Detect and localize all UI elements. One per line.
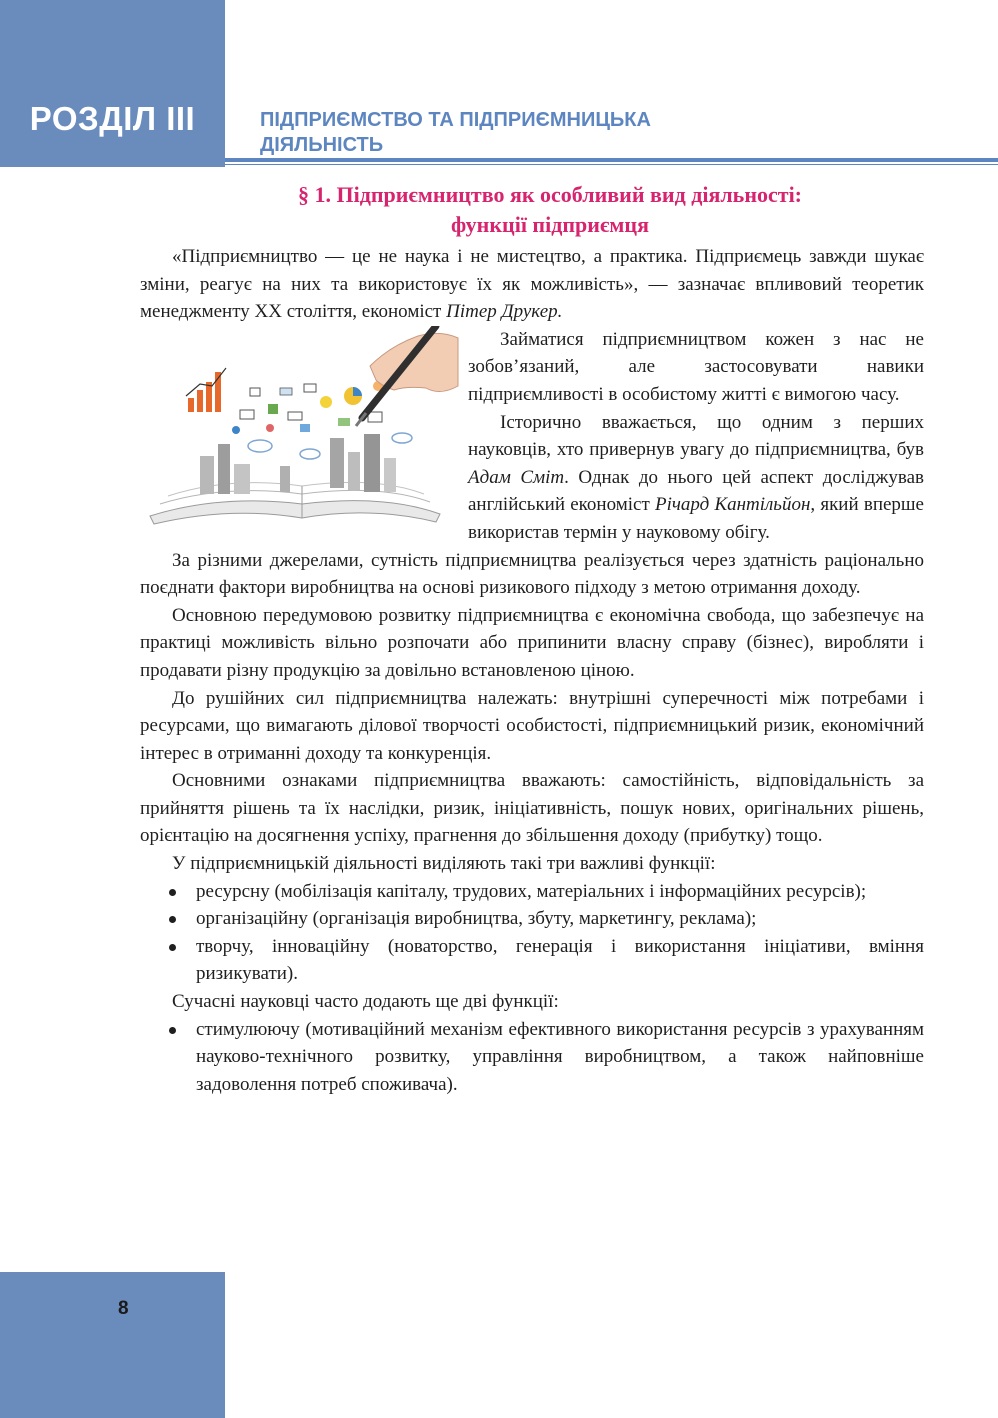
author-name: Пітер Друкер. — [446, 301, 563, 323]
functions-list — [140, 878, 924, 988]
main-content — [140, 243, 924, 1098]
list-item-text: ресурсну (мобілізація капіталу, трудових, матеріальних і інформаційних ресурсів); — [196, 880, 867, 902]
bullet-icon — [169, 1027, 176, 1034]
section-heading-line2: функції підприємця — [451, 212, 649, 237]
paragraph-text: «Підприємництво — це не наука і не мистецтво, а практика. Підприємець завжди шукає зміни, реагує на них та використовує їх як можливість», — зазначає впливовий теоретик менеджменту ХХ століття, економіст — [140, 246, 924, 323]
list-item — [140, 1016, 924, 1099]
paragraph-text: , який вперше використав термін у науковому обігу. — [468, 494, 924, 543]
paragraph: Сучасні науковці часто додають ще дві функції: — [172, 991, 559, 1013]
paragraph-text: . Однак до нього цей аспект досліджував англійський економіст — [468, 466, 924, 516]
chapter-title-line2: ДІЯЛЬНІСТЬ — [260, 134, 384, 156]
list-item-text: організаційну (організація виробництва, збуту, маркетингу, реклама); — [196, 908, 757, 930]
header-rule-thin — [225, 164, 998, 165]
illustration-image — [140, 326, 462, 526]
paragraph: До рушійних сил підприємництва належать: внутрішні суперечності між потребами і ресурсами, що вимагають ділової творчості особистості, підприємницький ризик, економічний інтерес в отриманні доходу та конкуренція. — [140, 687, 924, 764]
list-item-text: творчу, інноваційну (новаторство, генерація і використання ініціативи, вміння ризикувати). — [196, 935, 924, 985]
extra-functions-list — [140, 1016, 924, 1099]
list-item — [140, 905, 924, 933]
paragraph: Основною передумовою розвитку підприємництва є економічна свобода, що забезпечує на практиці можливість вільно розпочати або припинити власну справу (бізнес), виробляти і продавати різну продукцію за довільно встановленою ціною. — [140, 604, 924, 681]
bullet-icon — [169, 916, 176, 923]
list-item-text: стимулюючу (мотиваційний механізм ефективного використання ресурсів з урахуванням науково-технічного розвитку, управління виробництвом, а також найповніше задоволення потреб споживача). — [196, 1018, 924, 1095]
author-name: Річард Кантільйон — [654, 494, 811, 516]
paragraph: У підприємницькій діяльності виділяють такі три важливі функції: — [172, 853, 716, 875]
footer-sidebar-block — [0, 1272, 225, 1418]
header-sidebar-block — [0, 0, 225, 167]
paragraph: Займатися підприємництвом кожен з нас не зобов’язаний, але застосовувати навики підприємливості в особистому житті є вимогою часу. — [468, 328, 924, 405]
paragraph — [140, 243, 924, 326]
bullet-icon — [169, 889, 176, 896]
list-item — [140, 933, 924, 988]
list-item — [140, 878, 924, 906]
chapter-title-line1: ПІДПРИЄМСТВО ТА ПІДПРИЄМНИЦЬКА — [260, 109, 651, 131]
chapter-title — [260, 108, 900, 158]
paragraph: Основними ознаками підприємництва вважають: самостійність, відповідальність за прийняття рішень та їх наслідки, ризик, ініціативність, пошук нових, оригінальних рішень, орієнтацію на досягнення успіху, прагнення до збільшення доходу (прибутку) тощо. — [140, 770, 924, 847]
author-name: Адам Сміт — [468, 466, 565, 488]
book-with-pen-icon — [140, 326, 462, 526]
bullet-icon — [169, 944, 176, 951]
paragraph-text: Історично вважається, що одним з перших науковців, хто привернув увагу до підприємництва, був — [468, 411, 924, 461]
section-heading — [150, 180, 950, 240]
paragraph: За різними джерелами, сутність підприємництва реалізується через здатність раціонально поєднати фактори виробництва на основі ризикового підходу з метою отримання доходу. — [140, 549, 924, 599]
page-number: 8 — [118, 1298, 129, 1319]
section-label: РОЗДІЛ ІІІ — [29, 100, 196, 137]
header-rule — [225, 158, 998, 162]
section-heading-line1: § 1. Підприємництво як особливий вид діяльності: — [297, 182, 803, 207]
